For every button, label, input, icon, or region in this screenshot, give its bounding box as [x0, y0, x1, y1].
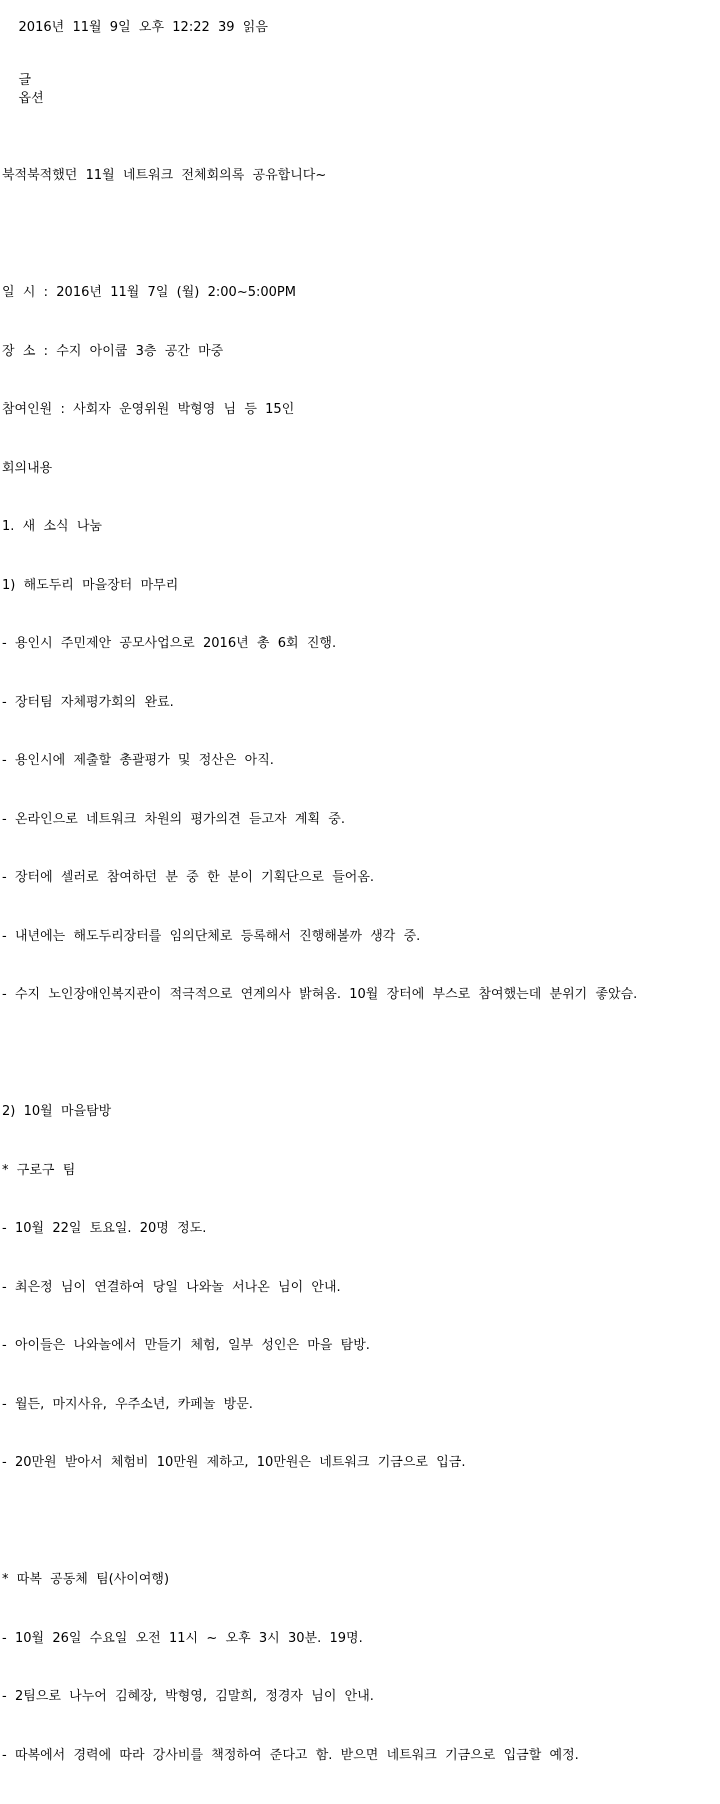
- body-line: - 용인시에 제출할 총괄평가 및 정산은 아직.: [2, 753, 274, 768]
- body-line: - 장터에 셀러로 참여하던 분 중 한 분이 기획단으로 들어옴.: [2, 870, 375, 885]
- body-line: - 아이들은 나와놀에서 만들기 체험, 일부 성인은 마을 탐방.: [2, 1338, 370, 1353]
- body-line: - 최은정 님이 연결하여 당일 나와놀 서나온 님이 안내.: [2, 1279, 341, 1295]
- body-line: 장 소 : 수지 아이쿱 3층 공간 마중: [2, 343, 224, 359]
- document-title: 북적북적했던 11월 네트워크 전체회의록 공유합니다~: [2, 168, 327, 183]
- body-line: 회의내용: [2, 460, 53, 476]
- body-line: [2, 225, 720, 245]
- body-line: 2) 10월 마을탐방: [2, 1104, 112, 1119]
- body-line: - 수지 노인장애인복지관이 적극적으로 연계의사 밝혀옴. 10월 장터에 부스로 참여했는데 분위기 좋았슴.: [2, 987, 638, 1002]
- post-timestamp: [0, 0, 720, 53]
- body-line: [2, 1044, 720, 1064]
- body-line: - 용인시 주민제안 공모사업으로 2016년 총 6회 진행.: [2, 636, 337, 651]
- body-line: - 10월 22일 토요일. 20명 정도.: [2, 1221, 207, 1236]
- body-line: - 20만원 받아서 체험비 10만원 제하고, 10만원은 네트워크 기금으로 입금.: [2, 1455, 466, 1470]
- body-line: - 따복에서 경력에 따라 강사비를 책정하여 준다고 함. 받으면 네트워크 기금으로 입금할 예정.: [2, 1747, 579, 1763]
- body-line: 1) 해도두리 마을장터 마무리: [2, 577, 179, 593]
- post-toolbar: [0, 53, 720, 126]
- body-line: - 월든, 마지사유, 우주소년, 카페놀 방문.: [2, 1396, 253, 1412]
- body-line: [2, 1512, 720, 1532]
- toolbar-item-options[interactable]: 옵션: [18, 91, 44, 106]
- body-line: - 내년에는 해도두리장터를 임의단체로 등록해서 진행해볼까 생각 중.: [2, 928, 421, 944]
- body-line: - 2팀으로 나누어 김혜장, 박형영, 김말희, 정경자 님이 안내.: [2, 1689, 374, 1704]
- body-line: * 따복 공동체 팀(사이여행): [2, 1572, 170, 1587]
- body-line: 참여인원 : 사회자 운영위원 박형영 님 등 15인: [2, 402, 295, 417]
- body-line: - 10월 26일 수요일 오전 11시 ~ 오후 3시 30분. 19명.: [2, 1630, 363, 1646]
- toolbar-item-write[interactable]: 글: [18, 73, 32, 88]
- body-line: - 온라인으로 네트워크 차원의 평가의견 듣고자 계획 중.: [2, 811, 345, 827]
- document-body: [0, 126, 720, 1804]
- timestamp-text: 2016년 11월 9일 오후 12:22 39 읽음: [18, 20, 268, 35]
- body-line: 1. 새 소식 나눔: [2, 519, 102, 534]
- body-line: * 구로구 팀: [2, 1162, 76, 1178]
- body-line: 일 시 : 2016년 11월 7일 (월) 2:00~5:00PM: [2, 285, 296, 300]
- body-line: - 장터팀 자체평가회의 완료.: [2, 694, 174, 710]
